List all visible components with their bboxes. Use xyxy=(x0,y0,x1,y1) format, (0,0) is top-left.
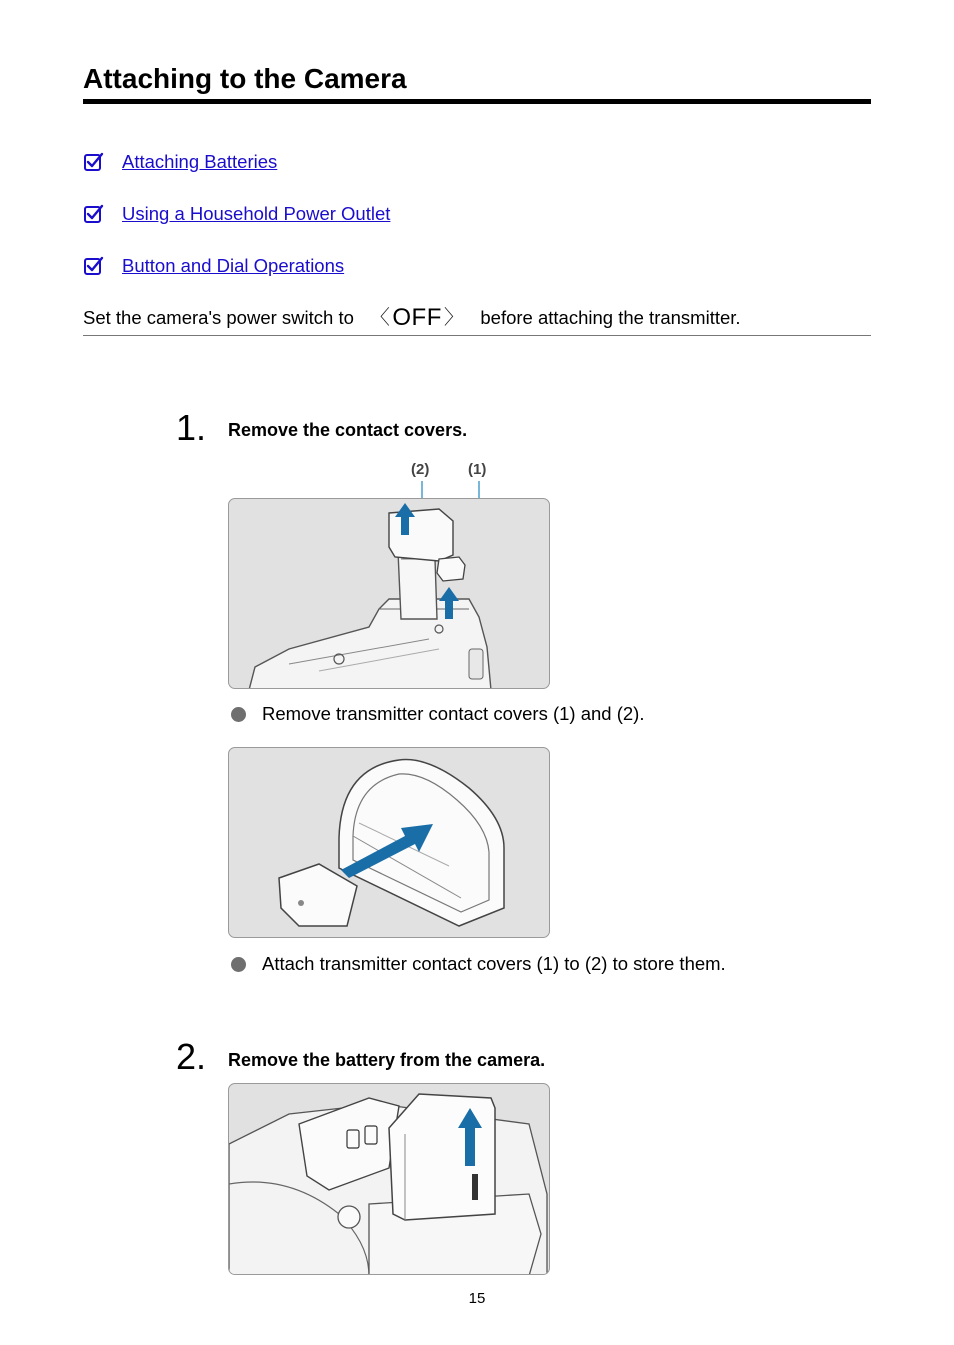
callout-label: (2) xyxy=(411,461,430,478)
battery-removal-illustration xyxy=(229,1084,550,1275)
section-divider xyxy=(83,335,871,336)
callout-label: (1) xyxy=(468,461,487,478)
title-rule xyxy=(83,99,871,104)
checkbox-link-icon xyxy=(83,256,104,277)
bullet-dot-icon xyxy=(231,957,246,972)
link-text[interactable]: Using a Household Power Outlet xyxy=(122,203,391,224)
figure-store-contact-covers xyxy=(228,747,550,938)
cover-storage-illustration xyxy=(229,748,550,938)
step-title: Remove the battery from the camera. xyxy=(228,1050,546,1070)
intro-text-before: Set the camera's power switch to xyxy=(83,307,354,328)
figure-remove-battery xyxy=(228,1083,550,1275)
bullet-text: Remove transmitter contact covers (1) and (2). xyxy=(262,703,645,724)
link-attaching-batteries[interactable] xyxy=(83,149,277,175)
checkbox-link-icon xyxy=(83,152,104,173)
link-text[interactable]: Attaching Batteries xyxy=(122,151,278,172)
figure-contact-covers-removal xyxy=(228,498,550,689)
bullet-text: Attach transmitter contact covers (1) to (2) to store them. xyxy=(262,953,726,974)
step-number: 1. xyxy=(176,407,207,448)
intro-text-after: before attaching the transmitter. xyxy=(480,307,741,328)
bullet-dot-icon xyxy=(231,707,246,722)
link-household-power-outlet[interactable] xyxy=(83,201,390,227)
page-title: Attaching to the Camera xyxy=(83,63,407,94)
step-title: Remove the contact covers. xyxy=(228,420,468,440)
step-number: 2. xyxy=(176,1036,207,1077)
intro-paragraph xyxy=(83,304,741,332)
power-switch-label: OFF xyxy=(392,304,442,331)
power-switch-off-badge: 〈 OFF 〉 xyxy=(369,304,465,331)
bullet-item xyxy=(231,952,726,976)
checkbox-link-icon xyxy=(83,204,104,225)
page-number: 15 xyxy=(468,1290,486,1307)
link-text[interactable]: Button and Dial Operations xyxy=(122,255,345,276)
camera-grip-illustration xyxy=(229,499,550,689)
link-button-dial-operations[interactable] xyxy=(83,253,344,279)
bullet-item xyxy=(231,702,644,726)
